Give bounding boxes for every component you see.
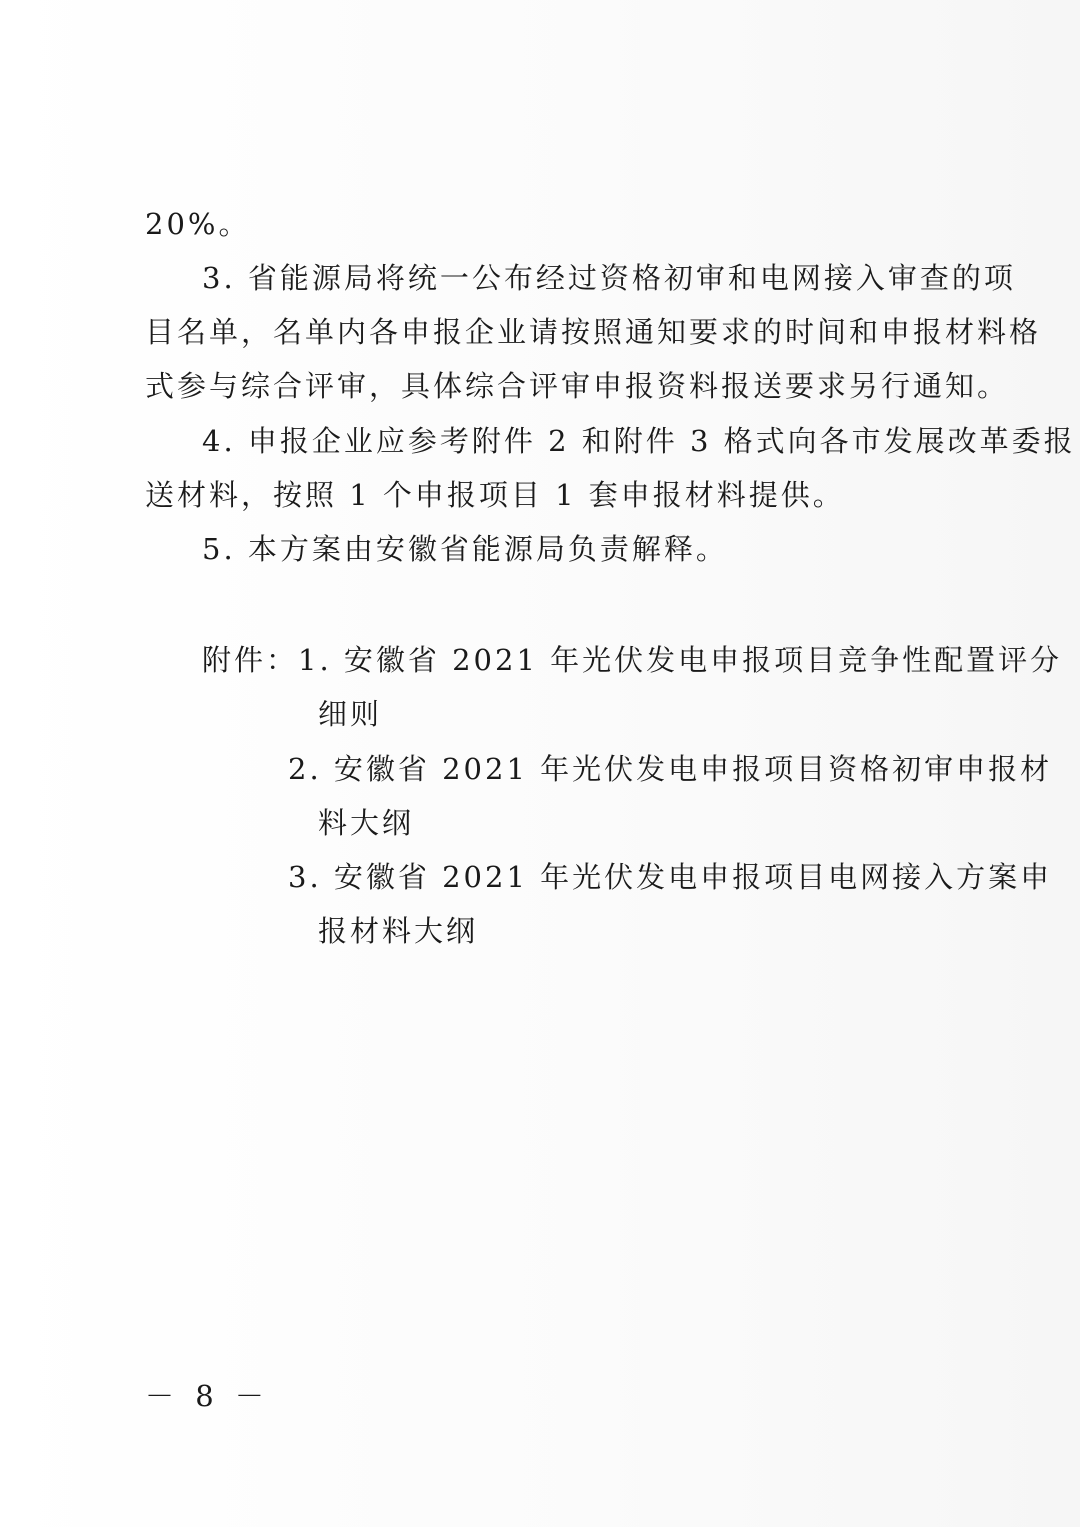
attachment-2-line-1: 2. 安徽省 2021 年光伏发电申报项目资格初审申报材 — [288, 752, 1053, 786]
item-4-line-2: 送材料，按照 1 个申报项目 1 套申报材料提供。 — [145, 478, 845, 512]
item-3-line-1: 3. 省能源局将统一公布经过资格初审和电网接入审查的项 — [202, 261, 1016, 295]
attachment-1-line-2: 细则 — [318, 697, 383, 731]
attachment-3-line-2: 报材料大纲 — [318, 914, 479, 948]
item-3-line-3: 式参与综合评审，具体综合评审申报资料报送要求另行通知。 — [145, 369, 1010, 403]
paragraph-continuation: 20%。 — [145, 207, 251, 241]
item-3-line-2: 目名单，名单内各申报企业请按照通知要求的时间和申报材料格 — [145, 315, 1042, 349]
attachment-3-line-1: 3. 安徽省 2021 年光伏发电申报项目电网接入方案申 — [288, 860, 1053, 894]
item-5-line-1: 5. 本方案由安徽省能源局负责解释。 — [202, 532, 728, 566]
attachment-1-line-1: 附件：1. 安徽省 2021 年光伏发电申报项目竞争性配置评分 — [202, 643, 1063, 677]
item-4-line-1: 4. 申报企业应参考附件 2 和附件 3 格式向各市发展改革委报 — [202, 424, 1076, 458]
page-number: － 8 － — [145, 1379, 270, 1413]
attachment-2-line-2: 料大纲 — [318, 806, 415, 840]
